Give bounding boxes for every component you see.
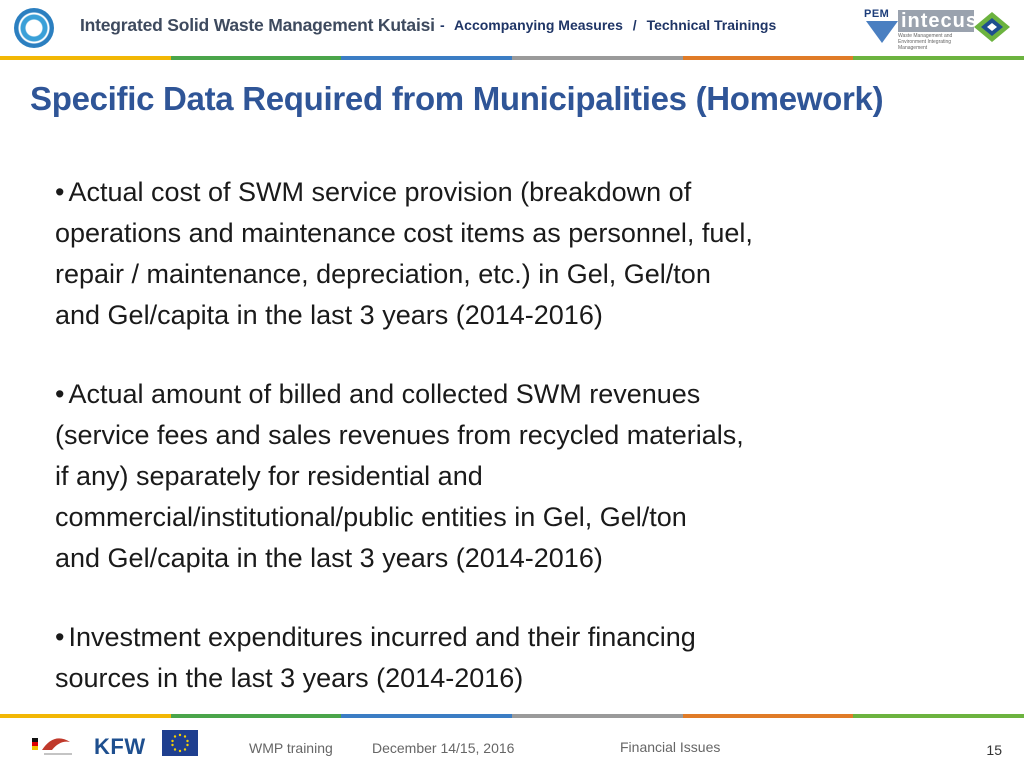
isw-kutaisi-logo-icon [14, 8, 54, 48]
stripe-segment [0, 56, 171, 60]
footer-topic: Financial Issues [620, 739, 721, 755]
footer-training: WMP training [249, 740, 333, 756]
pem-logo-text: PEM [864, 8, 890, 20]
breadcrumb-separator: / [632, 17, 637, 33]
org-title: Integrated Solid Waste Management Kutaisi [80, 15, 435, 35]
intecus-tagline: Waste Management and Environment Integrating Management [898, 33, 953, 51]
breadcrumb-dash: - [440, 17, 445, 33]
bullet-dot-icon: • [55, 622, 65, 652]
bullet-line: (service fees and sales revenues from recycled materials, [55, 420, 744, 450]
slide-header [0, 0, 1024, 56]
bullet-line: repair / maintenance, depreciation, etc.) in Gel, Gel/ton [55, 259, 711, 289]
breadcrumb-accompanying-measures: Accompanying Measures [454, 17, 623, 33]
bullet-line: commercial/institutional/public entities in Gel, Gel/ton [55, 502, 687, 532]
intecus-logo [898, 10, 979, 51]
stripe-segment [341, 56, 512, 60]
bullet-line: and Gel/capita in the last 3 years (2014-2016) [55, 300, 603, 330]
german-cooperation-emblem-icon [30, 728, 76, 760]
slide-title: Specific Data Required from Municipalities (Homework) [30, 80, 884, 117]
slide-body [55, 172, 885, 737]
slide-footer [0, 718, 1024, 768]
bullet-dot-icon: • [55, 177, 65, 207]
bullet-line: if any) separately for residential and [55, 461, 483, 491]
stripe-segment [171, 56, 342, 60]
bullet-line: Actual cost of SWM service provision (breakdown of [68, 177, 692, 207]
intecus-logo-text: intecus [898, 10, 974, 32]
stripe-segment [512, 56, 683, 60]
bullet-line: Investment expenditures incurred and their financing [68, 622, 696, 652]
eu-flag-icon [162, 730, 198, 756]
bullet-dot-icon: • [55, 379, 65, 409]
kfw-logo: KFW [94, 734, 146, 759]
breadcrumb [440, 17, 782, 33]
header-color-stripe [0, 56, 1024, 60]
gig-logo-icon [972, 10, 1012, 44]
footer-date: December 14/15, 2016 [372, 740, 515, 756]
breadcrumb-technical-trainings: Technical Trainings [646, 17, 777, 33]
bullet-line: Actual amount of billed and collected SWM revenues [68, 379, 701, 409]
bullet-item-2 [55, 374, 885, 579]
stripe-segment [683, 56, 854, 60]
bullet-line: and Gel/capita in the last 3 years (2014-2016) [55, 543, 603, 573]
pem-consult-logo [864, 8, 898, 46]
page-number: 15 [986, 742, 1002, 758]
pem-triangle-icon [866, 21, 898, 43]
stripe-segment [853, 56, 1024, 60]
bullet-item-1 [55, 172, 885, 336]
bullet-line: sources in the last 3 years (2014-2016) [55, 663, 524, 693]
bullet-line: operations and maintenance cost items as personnel, fuel, [55, 218, 753, 248]
bullet-item-3 [55, 617, 885, 699]
